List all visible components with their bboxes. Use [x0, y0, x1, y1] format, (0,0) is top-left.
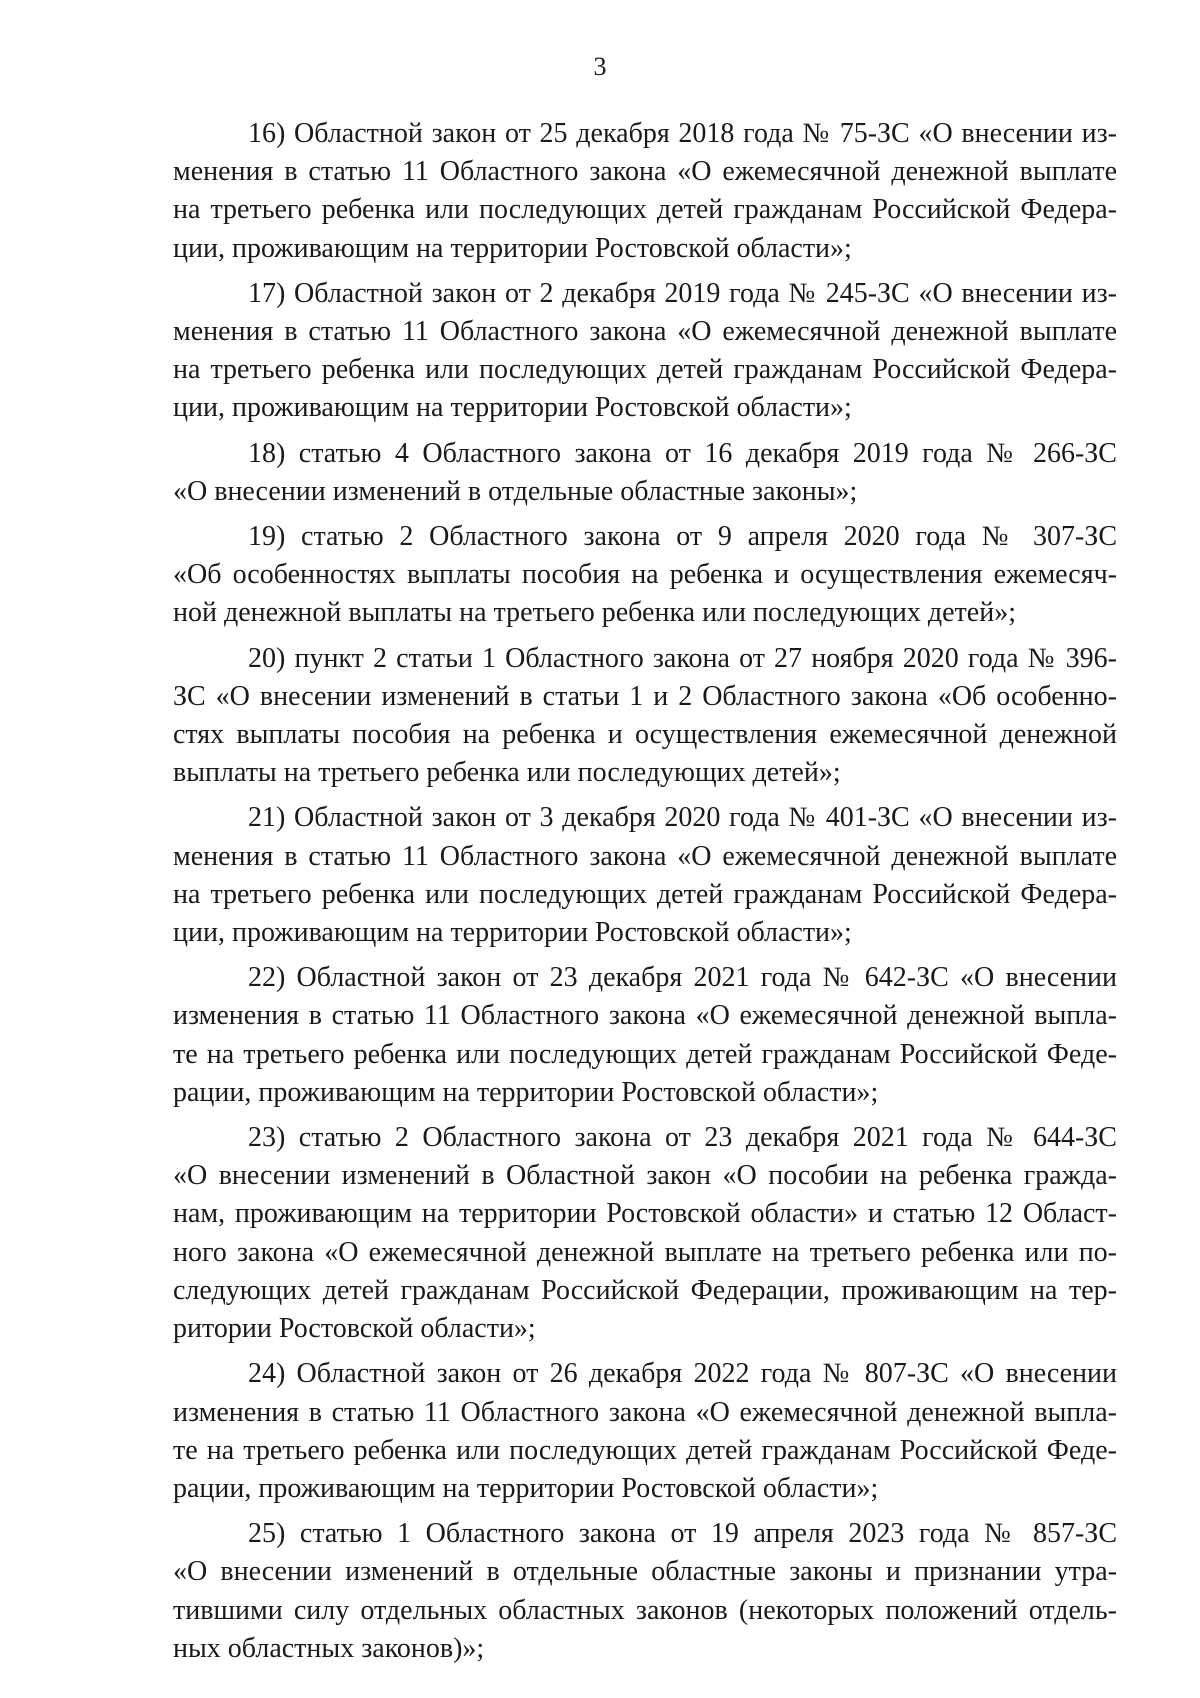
list-item [173, 799, 1117, 952]
page-number: 3 [593, 52, 607, 81]
list-item [173, 1355, 1117, 1508]
list-item [173, 1515, 1117, 1668]
text-line: тившими силу отдельных областных законов (некоторых положений отдель- [173, 1594, 1117, 1626]
text-line: 25) статью 1 Областного закона от 19 апреля 2023 года № 857-ЗС [248, 1518, 1117, 1550]
list-item [173, 640, 1117, 793]
text-line: 18) статью 4 Областного закона от 16 декабря 2019 года № 266-ЗС [248, 437, 1117, 469]
text-line: ции, проживающим на территории Ростовской области»; [173, 392, 852, 424]
text-line: менения в статью 11 Областного закона «О ежемесячной денежной выплате [173, 156, 1117, 188]
text-line: менения в статью 11 Областного закона «О ежемесячной денежной выплате [173, 316, 1117, 348]
text-line: изменения в статью 11 Областного закона «О ежемесячной денежной выпла- [173, 1000, 1117, 1032]
text-line: ных областных законов)»; [173, 1632, 485, 1664]
text-line: «О внесении изменений в Областной закон «О пособии на ребенка гражда- [173, 1160, 1117, 1192]
list-item [173, 115, 1117, 268]
text-line: ции, проживающим на территории Ростовской области»; [173, 917, 852, 949]
text-line: ЗС «О внесении изменений в статьи 1 и 2 Областного закона «Об особенно- [173, 680, 1117, 712]
text-line: 17) Областной закон от 2 декабря 2019 года № 245-ЗС «О внесении из- [248, 277, 1117, 309]
list-item [173, 275, 1117, 428]
text-line: на третьего ребенка или последующих детей гражданам Российской Федера- [173, 878, 1117, 910]
text-line: стях выплаты пособия на ребенка и осуществления ежемесячной денежной [173, 719, 1117, 751]
text-line: следующих детей гражданам Российской Федерации, проживающим на тер- [173, 1274, 1117, 1306]
text-line: нам, проживающим на территории Ростовской области» и статью 12 Област- [173, 1198, 1117, 1230]
text-line: выплаты на третьего ребенка или последующих детей»; [173, 757, 841, 789]
text-line: ной денежной выплаты на третьего ребенка или последующих детей»; [173, 597, 1016, 629]
text-line: 19) статью 2 Областного закона от 9 апреля 2020 года № 307-ЗС [248, 521, 1117, 553]
text-line: «О внесении изменений в отдельные областные законы и признании утра- [173, 1556, 1117, 1588]
text-line: «О внесении изменений в отдельные областные законы»; [173, 475, 858, 507]
text-line: те на третьего ребенка или последующих детей гражданам Российской Феде- [173, 1434, 1117, 1466]
text-line: 24) Областной закон от 26 декабря 2022 года № 807-ЗС «О внесении [248, 1358, 1117, 1390]
text-line: рации, проживающим на территории Ростовской области»; [173, 1076, 879, 1108]
text-line: рации, проживающим на территории Ростовской области»; [173, 1472, 879, 1504]
text-line: 21) Областной закон от 3 декабря 2020 года № 401-ЗС «О внесении из- [248, 802, 1117, 834]
text-line: изменения в статью 11 Областного закона «О ежемесячной денежной выпла- [173, 1396, 1117, 1428]
document-body [173, 115, 1117, 1675]
text-line: 16) Областной закон от 25 декабря 2018 года № 75-ЗС «О внесении из- [248, 118, 1117, 149]
text-line: те на третьего ребенка или последующих детей гражданам Российской Феде- [173, 1038, 1117, 1070]
text-line: «Об особенностях выплаты пособия на ребенка и осуществления ежемесяч- [173, 559, 1117, 591]
list-item [173, 959, 1117, 1112]
list-item [173, 435, 1117, 511]
text-line: ного закона «О ежемесячной денежной выплате на третьего ребенка или по- [173, 1236, 1117, 1268]
list-item [173, 518, 1117, 633]
text-line: 22) Областной закон от 23 декабря 2021 года № 642-ЗС «О внесении [248, 962, 1117, 994]
text-line: 20) пункт 2 статьи 1 Областного закона от 27 ноября 2020 года № 396- [248, 642, 1117, 674]
text-line: ции, проживающим на территории Ростовской области»; [173, 232, 852, 264]
text-line: ритории Ростовской области»; [173, 1313, 536, 1345]
text-line: менения в статью 11 Областного закона «О ежемесячной денежной выплате [173, 840, 1117, 872]
text-line: 23) статью 2 Областного закона от 23 декабря 2021 года № 644-ЗС [248, 1122, 1117, 1154]
text-line: на третьего ребенка или последующих детей гражданам Российской Федера- [173, 194, 1117, 226]
list-item [173, 1119, 1117, 1348]
text-line: на третьего ребенка или последующих детей гражданам Российской Федера- [173, 354, 1117, 386]
